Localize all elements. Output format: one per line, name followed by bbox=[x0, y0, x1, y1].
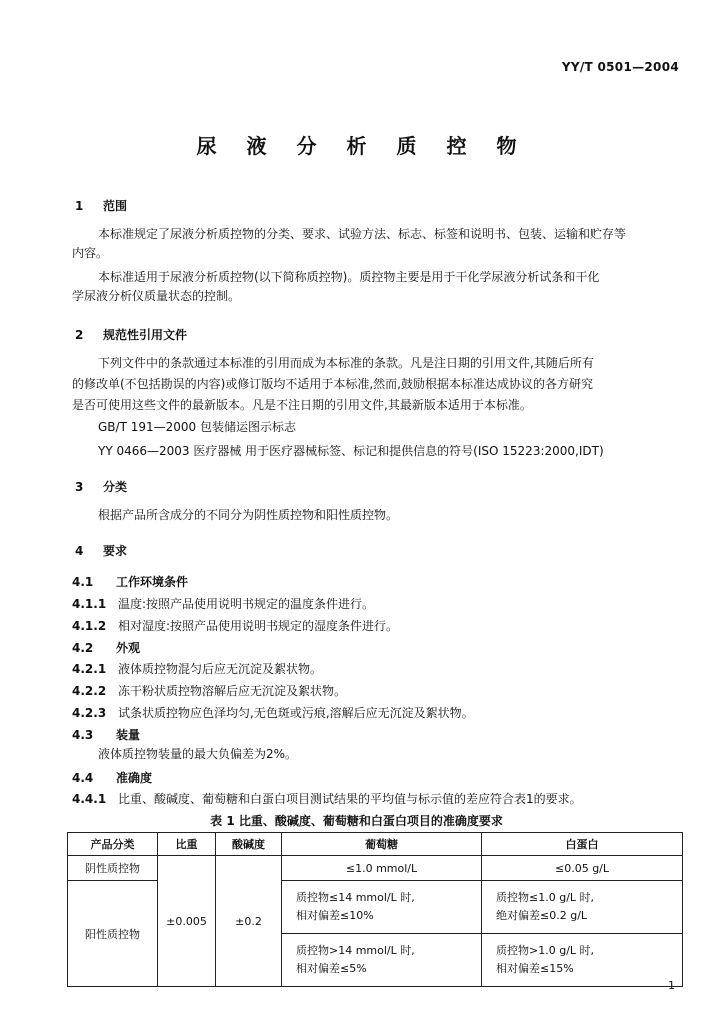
page-number: 1 bbox=[668, 979, 675, 992]
section-4-heading bbox=[75, 542, 127, 559]
subsection-title: 装量 bbox=[116, 728, 141, 742]
table-cell: ±0.005 bbox=[158, 856, 216, 987]
paragraph-line: 学尿液分析仪质量状态的控制。 bbox=[72, 289, 241, 303]
table-header-row bbox=[68, 833, 683, 856]
section-3-heading bbox=[75, 478, 127, 495]
paragraph-line: 内容。 bbox=[72, 246, 109, 260]
table-cell bbox=[282, 934, 482, 987]
cell-line: 绝对偏差≤0.2 g/L bbox=[496, 909, 588, 922]
cell-line: 质控物≤1.0 g/L 时, bbox=[496, 891, 595, 904]
cell-line: 相对偏差≤10% bbox=[296, 909, 374, 922]
section-number: 3 bbox=[75, 480, 84, 494]
subsection-title: 准确度 bbox=[116, 771, 153, 785]
section-title: 规范性引用文件 bbox=[103, 328, 188, 342]
clause-4-4-1 bbox=[72, 790, 582, 807]
clause-4-2-1 bbox=[72, 660, 322, 677]
cell-line: 相对偏差≤5% bbox=[296, 962, 367, 975]
section-title: 分类 bbox=[103, 480, 128, 494]
paragraph-line: 本标准适用于尿液分析质控物(以下简称质控物)。质控物主要是用于干化学尿液分析试条和干化 bbox=[98, 270, 600, 284]
cell-line: 质控物≤14 mmol/L 时, bbox=[296, 891, 415, 904]
table-caption: 表 1 比重、酸碱度、葡萄糖和白蛋白项目的准确度要求 bbox=[210, 814, 503, 828]
subsection-number: 4.1 bbox=[72, 575, 94, 589]
clause-number: 4.4.1 bbox=[72, 792, 107, 806]
subsection-title: 外观 bbox=[116, 641, 141, 655]
table-cell: ≤0.05 g/L bbox=[482, 856, 683, 881]
section-number: 2 bbox=[75, 328, 84, 342]
clause-text: 相对湿度:按照产品使用说明书规定的湿度条件进行。 bbox=[118, 619, 399, 633]
clause-text: 温度:按照产品使用说明书规定的温度条件进行。 bbox=[118, 597, 375, 611]
clause-text: 试条状质控物应色泽均匀,无色斑或污痕,溶解后应无沉淀及絮状物。 bbox=[118, 706, 474, 720]
column-header: 产品分类 bbox=[68, 833, 158, 856]
table-cell bbox=[482, 881, 683, 934]
subsection-title: 工作环境条件 bbox=[116, 575, 189, 589]
paragraph-line: 液体质控物装量的最大负偏差为2%。 bbox=[98, 747, 298, 761]
table-cell bbox=[482, 934, 683, 987]
clause-number: 4.1.2 bbox=[72, 619, 107, 633]
table-cell: ≤1.0 mmol/L bbox=[282, 856, 482, 881]
paragraph-line: 是否可使用这些文件的最新版本。凡是不注日期的引用文件,其最新版本适用于本标准。 bbox=[72, 398, 532, 412]
paragraph-line: 下列文件中的条款通过本标准的引用而成为本标准的条款。凡是注日期的引用文件,其随后所有 bbox=[98, 356, 594, 370]
clause-number: 4.1.1 bbox=[72, 597, 107, 611]
subsection-4-3 bbox=[72, 726, 140, 743]
column-header: 酸碱度 bbox=[216, 833, 282, 856]
clause-4-1-2 bbox=[72, 617, 398, 634]
section-1-heading bbox=[75, 197, 127, 214]
table-cell: 阳性质控物 bbox=[68, 881, 158, 987]
cell-line: 相对偏差≤15% bbox=[496, 962, 574, 975]
paragraph-line: 本标准规定了尿液分析质控物的分类、要求、试验方法、标志、标签和说明书、包装、运输和贮存等 bbox=[98, 227, 627, 241]
page-title: 尿液分析质控物 bbox=[196, 134, 547, 158]
subsection-4-4 bbox=[72, 769, 152, 786]
standard-code: YY/T 0501—2004 bbox=[561, 60, 679, 74]
column-header: 白蛋白 bbox=[482, 833, 683, 856]
normative-reference: YY 0466—2003 医疗器械 用于医疗器械标签、标记和提供信息的符号(ISO 15223:2000,IDT) bbox=[98, 444, 604, 458]
subsection-4-1 bbox=[72, 573, 188, 590]
clause-4-2-3 bbox=[72, 704, 474, 721]
section-title: 要求 bbox=[103, 544, 128, 558]
subsection-number: 4.2 bbox=[72, 641, 94, 655]
cell-line: 质控物>14 mmol/L 时, bbox=[296, 944, 415, 957]
table-cell bbox=[282, 881, 482, 934]
clause-text: 冻干粉状质控物溶解后应无沉淀及絮状物。 bbox=[118, 684, 347, 698]
section-2-heading bbox=[75, 326, 187, 343]
paragraph-line: 根据产品所含成分的不同分为阴性质控物和阳性质控物。 bbox=[98, 508, 399, 522]
subsection-4-2 bbox=[72, 639, 140, 656]
section-number: 1 bbox=[75, 199, 84, 213]
column-header: 葡萄糖 bbox=[282, 833, 482, 856]
paragraph-line: 的修改单(不包括勘误的内容)或修订版均不适用于本标准,然而,鼓励根据本标准达成协议的各方研究 bbox=[72, 377, 593, 391]
normative-reference: GB/T 191—2000 包装储运图示标志 bbox=[98, 420, 296, 434]
clause-number: 4.2.2 bbox=[72, 684, 107, 698]
clause-text: 液体质控物混匀后应无沉淀及絮状物。 bbox=[118, 662, 323, 676]
subsection-number: 4.3 bbox=[72, 728, 94, 742]
subsection-number: 4.4 bbox=[72, 771, 94, 785]
accuracy-table bbox=[67, 832, 683, 987]
column-header: 比重 bbox=[158, 833, 216, 856]
clause-number: 4.2.3 bbox=[72, 706, 107, 720]
clause-4-1-1 bbox=[72, 595, 374, 612]
cell-line: 质控物>1.0 g/L 时, bbox=[496, 944, 595, 957]
section-number: 4 bbox=[75, 544, 84, 558]
clause-number: 4.2.1 bbox=[72, 662, 107, 676]
clause-4-2-2 bbox=[72, 682, 346, 699]
table-cell: 阴性质控物 bbox=[68, 856, 158, 881]
clause-text: 比重、酸碱度、葡萄糖和白蛋白项目测试结果的平均值与标示值的差应符合表1的要求。 bbox=[118, 792, 582, 806]
section-title: 范围 bbox=[103, 199, 128, 213]
table-row bbox=[68, 856, 683, 881]
table-cell: ±0.2 bbox=[216, 856, 282, 987]
